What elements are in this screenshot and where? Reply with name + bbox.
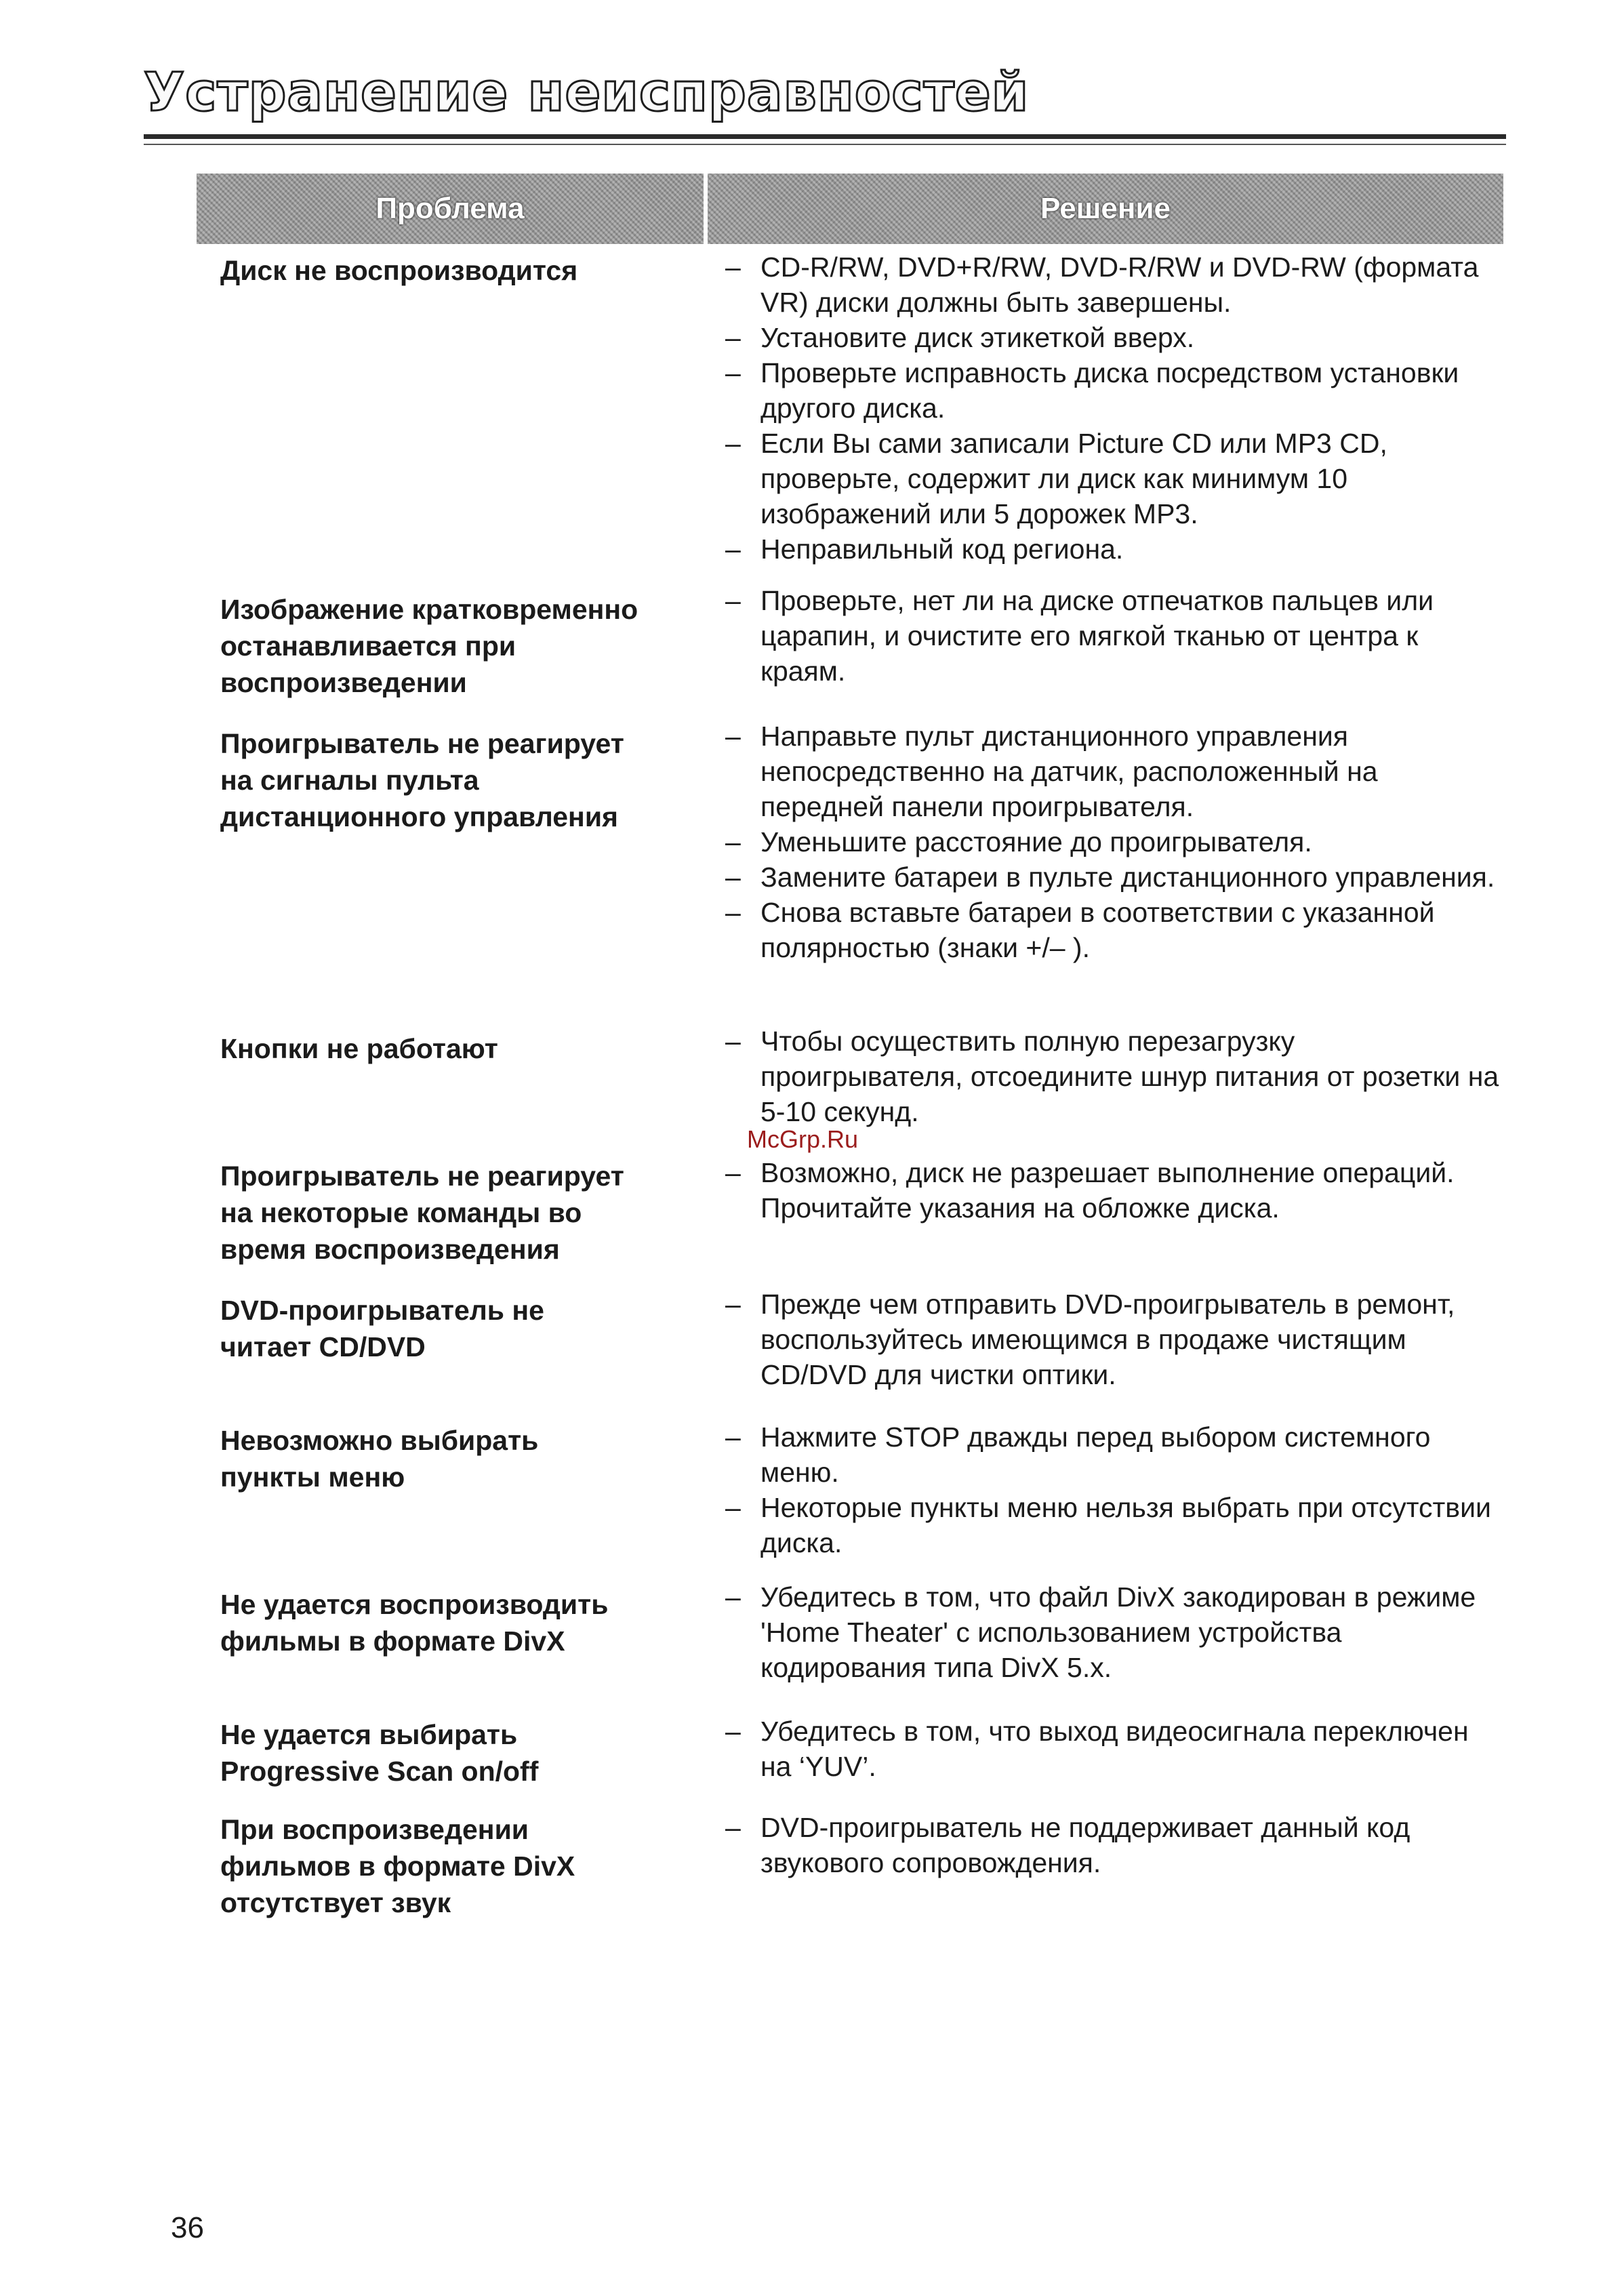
solution-list (725, 719, 1505, 965)
problem-text: При воспроизведении фильмов в формате DivX отсутствует звук (220, 1814, 575, 1918)
solution-item: – Неправильный код региона. (725, 531, 1505, 567)
solution-list (725, 1024, 1505, 1129)
solution-item: – DVD-проигрыватель не поддерживает данный код звукового сопровождения. (725, 1810, 1505, 1880)
solution-item: – Замените батареи в пульте дистанционного управления. (725, 860, 1505, 895)
watermark: McGrp.Ru (747, 1125, 859, 1153)
solution-item: – Возможно, диск не разрешает выполнение операций. Прочитайте указания на обложке диска. (725, 1155, 1505, 1226)
solution-item: – Нажмите STOP дважды перед выбором системного меню. (725, 1419, 1505, 1490)
title-rule-thin (144, 144, 1506, 145)
problem-text: Изображение кратковременно останавливается при воспроизведении (220, 594, 638, 698)
problem-text: Проигрыватель не реагирует на сигналы пульта дистанционного управления (220, 728, 624, 832)
problem-text: Диск не воспроизводится (220, 255, 578, 286)
solution-item: – Чтобы осуществить полную перезагрузку проигрывателя, отсоедините шнур питания от розетки на 5-10 секунд. (725, 1024, 1505, 1129)
page-number: 36 (171, 2211, 204, 2244)
problem-text: Не удается воспроизводить фильмы в формате DivX (220, 1589, 609, 1657)
problem-text: Проигрыватель не реагирует на некоторые команды во время воспроизведения (220, 1160, 624, 1265)
problem-text: Невозможно выбирать пункты меню (220, 1425, 539, 1493)
solution-item: – Проверьте исправность диска посредством установки другого диска. (725, 355, 1505, 426)
solution-item: – Некоторые пункты меню нельзя выбрать при отсутствии диска. (725, 1490, 1505, 1560)
solution-list (725, 1419, 1505, 1560)
solution-list (725, 249, 1505, 567)
solution-item: – Направьте пульт дистанционного управления непосредственно на датчик, расположенный на передней панели проигрывателя. (725, 719, 1505, 824)
solution-list (725, 1714, 1505, 1784)
solution-item: – Прежде чем отправить DVD-проигрыватель в ремонт, воспользуйтесь имеющимся в продаже чистящим CD/DVD для чистки оптики. (725, 1287, 1505, 1392)
problem-text: Кнопки не работают (220, 1033, 498, 1064)
solution-item: – Установите диск этикеткой вверх. (725, 320, 1505, 355)
solution-item: – Уменьшите расстояние до проигрывателя. (725, 824, 1505, 860)
solution-item: – Если Вы сами записали Picture CD или MP3 CD, проверьте, содержит ли диск как минимум 10 изображений или 5 дорожек MP3. (725, 426, 1505, 531)
solution-item: – Убедитесь в том, что файл DivX закодирован в режиме 'Home Theater' с использованием устройства кодирования типа DivX 5.x. (725, 1579, 1505, 1685)
page-title: Устранение неисправностей (144, 62, 1030, 123)
solution-item: – Проверьте, нет ли на диске отпечатков пальцев или царапин, и очистите его мягкой тканью от центра к краям. (725, 583, 1505, 689)
problem-text: DVD-проигрыватель не читает CD/DVD (220, 1295, 544, 1362)
solution-item: – Снова вставьте батареи в соответствии с указанной полярностью (знаки +/– ). (725, 895, 1505, 965)
problem-text: Не удается выбирать Progressive Scan on/off (220, 1719, 539, 1787)
solution-list (725, 1155, 1505, 1226)
solution-list (725, 1579, 1505, 1685)
column-header-problem: Проблема (197, 174, 704, 244)
column-header-solution: Решение (708, 174, 1503, 244)
solution-list (725, 1287, 1505, 1392)
title-rule (144, 134, 1506, 139)
table-header (0, 174, 1503, 244)
solution-item: – Убедитесь в том, что выход видеосигнала переключен на ‘YUV’. (725, 1714, 1505, 1784)
solution-item: – CD-R/RW, DVD+R/RW, DVD-R/RW и DVD-RW (формата VR) диски должны быть завершены. (725, 249, 1505, 320)
solution-list (725, 1810, 1505, 1880)
solution-list (725, 583, 1505, 689)
